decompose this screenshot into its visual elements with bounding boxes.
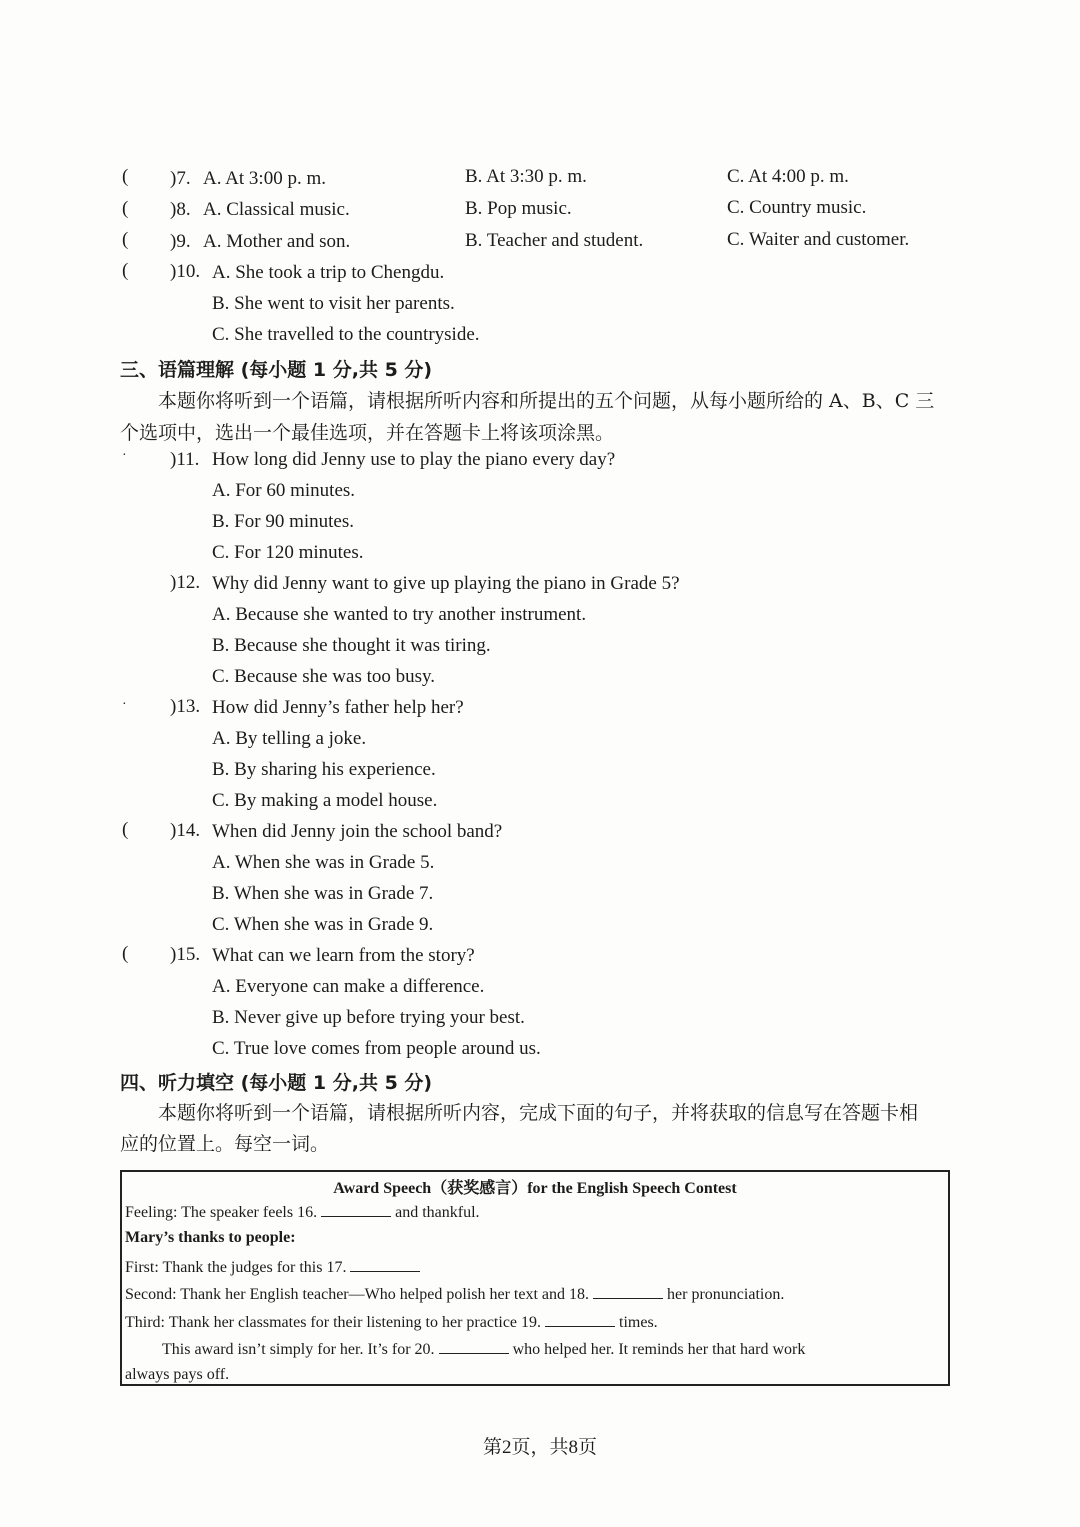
- feeling-row: [125, 1202, 480, 1222]
- option-b: B. Teacher and student.: [465, 230, 644, 251]
- option-a: A. When she was in Grade 5.: [212, 852, 435, 873]
- third-text: Third: Thank her classmates for their listening to her practice 19.: [125, 1314, 542, 1331]
- answer-paren: (: [122, 229, 129, 250]
- answer-paren: (: [122, 260, 129, 281]
- option-c: C. At 4:00 p. m.: [727, 166, 849, 187]
- question-text: Why did Jenny want to give up playing the piano in Grade 5?: [212, 573, 680, 594]
- blank-17[interactable]: [350, 1257, 420, 1272]
- second-text: Second: Thank her English teacher—Who helped polish her text and 18.: [125, 1286, 590, 1303]
- question-number: )15.: [170, 944, 201, 965]
- question-number: )7.: [170, 168, 191, 189]
- option-c: C. She travelled to the countryside.: [212, 324, 480, 345]
- question-number: )14.: [170, 820, 201, 841]
- option-c: C. Because she was too busy.: [212, 666, 436, 687]
- answer-paren: (: [122, 166, 129, 187]
- question-number: )10.: [170, 261, 201, 282]
- option-b: B. For 90 minutes.: [212, 511, 354, 532]
- blank-19[interactable]: [545, 1312, 615, 1327]
- blank-16[interactable]: [321, 1202, 391, 1217]
- option-c: C. True love comes from people around us.: [212, 1038, 541, 1059]
- feeling-text-end: and thankful.: [395, 1204, 480, 1221]
- question-text: How long did Jenny use to play the piano every day?: [212, 449, 616, 470]
- scan-mark: ·: [122, 448, 127, 463]
- section-heading: 四、听力填空 (每小题 1 分,共 5 分): [120, 1072, 433, 1094]
- scan-mark: ·: [122, 697, 127, 712]
- option-c: C. By making a model house.: [212, 790, 438, 811]
- second-row: [125, 1284, 784, 1304]
- question-number: )13.: [170, 696, 201, 717]
- option-b: B. Pop music.: [465, 198, 572, 219]
- third-text-end: times.: [619, 1314, 658, 1331]
- section-instructions: 本题你将听到一个语篇，请根据所听内容，完成下面的句子，并将获取的信息写在答题卡相: [158, 1102, 919, 1124]
- option-a: A. She took a trip to Chengdu.: [212, 262, 445, 283]
- answer-paren: (: [122, 198, 129, 219]
- closing-row-2: always pays off.: [125, 1366, 230, 1383]
- question-number: )9.: [170, 231, 191, 252]
- option-c: C. When she was in Grade 9.: [212, 914, 434, 935]
- option-a: A. Because she wanted to try another instrument.: [212, 604, 587, 625]
- blank-20[interactable]: [439, 1339, 509, 1354]
- section-instructions: 个选项中，选出一个最佳选项，并在答题卡上将该项涂黑。: [120, 422, 615, 444]
- section-instructions: 本题你将听到一个语篇，请根据所听内容和所提出的五个问题，从每小题所给的 A、B、C 三: [158, 390, 935, 412]
- question-number: )12.: [170, 572, 201, 593]
- answer-paren: (: [122, 819, 129, 840]
- option-a: A. Mother and son.: [203, 231, 351, 252]
- option-b: B. When she was in Grade 7.: [212, 883, 434, 904]
- question-text: When did Jenny join the school band?: [212, 821, 503, 842]
- option-a: A. At 3:00 p. m.: [203, 168, 326, 189]
- option-b: B. By sharing his experience.: [212, 759, 436, 780]
- third-row: [125, 1312, 658, 1332]
- section-heading: 三、语篇理解 (每小题 1 分,共 5 分): [120, 359, 433, 381]
- option-b: B. She went to visit her parents.: [212, 293, 455, 314]
- option-b: B. Because she thought it was tiring.: [212, 635, 491, 656]
- question-text: What can we learn from the story?: [212, 945, 475, 966]
- award-speech-table: [120, 1170, 950, 1386]
- blank-18[interactable]: [593, 1284, 663, 1299]
- first-text: First: Thank the judges for this 17.: [125, 1259, 347, 1276]
- closing-text: This award isn’t simply for her. It’s for 20.: [162, 1341, 435, 1358]
- closing-row: [162, 1339, 805, 1359]
- option-b: B. Never give up before trying your best.: [212, 1007, 525, 1028]
- page-footer: 第2页，共8页: [482, 1437, 597, 1458]
- question-text: How did Jenny’s father help her?: [212, 697, 464, 718]
- question-number: )8.: [170, 199, 191, 220]
- option-a: A. Classical music.: [203, 199, 350, 220]
- table-title: Award Speech（获奖感言）for the English Speech Contest: [333, 1180, 737, 1197]
- feeling-text: Feeling: The speaker feels 16.: [125, 1204, 318, 1221]
- second-text-end: her pronunciation.: [667, 1286, 785, 1303]
- option-c: C. Waiter and customer.: [727, 229, 910, 250]
- section-instructions: 应的位置上。每空一词。: [120, 1133, 330, 1155]
- option-b: B. At 3:30 p. m.: [465, 166, 587, 187]
- option-a: A. For 60 minutes.: [212, 480, 356, 501]
- thanks-heading: Mary’s thanks to people:: [125, 1229, 296, 1246]
- answer-paren: (: [122, 943, 129, 964]
- option-a: A. By telling a joke.: [212, 728, 367, 749]
- first-row: [125, 1257, 420, 1277]
- option-c: C. Country music.: [727, 197, 867, 218]
- option-a: A. Everyone can make a difference.: [212, 976, 485, 997]
- question-number: )11.: [170, 449, 200, 470]
- closing-text-end: who helped her. It reminds her that hard work: [512, 1341, 806, 1358]
- option-c: C. For 120 minutes.: [212, 542, 364, 563]
